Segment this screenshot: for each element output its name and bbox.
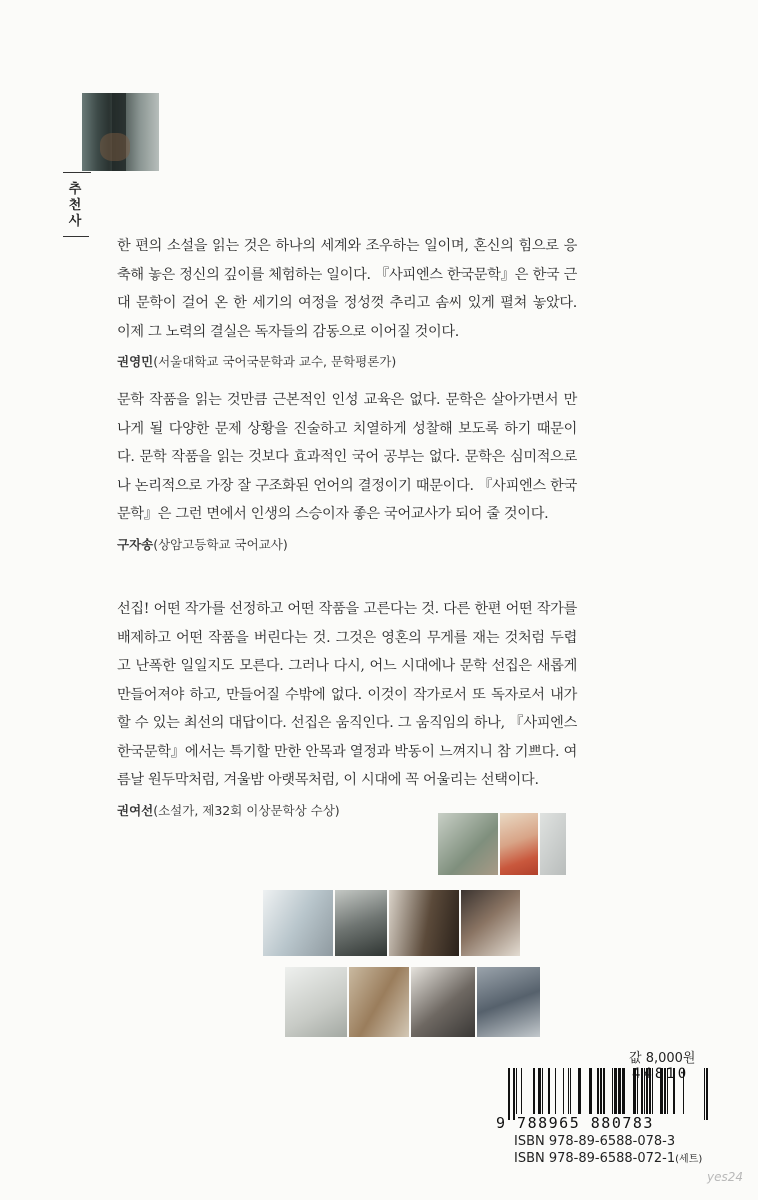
barcode-bar (513, 1068, 515, 1120)
barcode-bar (555, 1068, 556, 1114)
collage-image-row-1 (438, 813, 566, 875)
review-1 (117, 232, 577, 370)
barcode-bar (618, 1068, 621, 1114)
isbn-line-1 (514, 1134, 675, 1149)
collage-image-row-2 (263, 890, 520, 956)
barcode-bar (570, 1068, 571, 1114)
side-divider-top (63, 172, 91, 173)
side-divider-bottom (63, 236, 89, 237)
barcode-bar (516, 1068, 517, 1114)
reviewer-affiliation: (상암고등학교 국어교사) (153, 536, 288, 552)
review-attribution (117, 352, 577, 370)
barcode-bar (612, 1068, 613, 1114)
cover-thumbnail-image (82, 93, 159, 171)
reviewer-affiliation: (서울대학교 국어국문학과 교수, 문학평론가) (153, 354, 397, 369)
isbn-line-2 (514, 1150, 702, 1166)
addon-code: 44810 (632, 1066, 690, 1082)
barcode-bar (614, 1068, 617, 1114)
barcode-bar (578, 1068, 581, 1114)
barcode-bar (542, 1068, 543, 1114)
barcode-bar (589, 1068, 592, 1114)
reviewer-name: 권영민 (117, 354, 154, 369)
price-label: 값 8,000원 (629, 1051, 696, 1066)
isbn-text: ISBN 978-89-6588-072-1 (514, 1151, 676, 1166)
review-attribution (117, 535, 577, 553)
reviewer-name: 권여선 (117, 802, 154, 818)
isbn-note: (세트) (675, 1154, 703, 1165)
barcode-digits: 9 788965 880783 (496, 1114, 654, 1132)
barcode-bar (533, 1068, 535, 1114)
side-label-recommendation: 추천사 (68, 182, 82, 229)
reviewer-name: 구자송 (117, 536, 154, 552)
barcode-bar (622, 1068, 625, 1114)
review-text: 한 편의 소설을 읽는 것은 하나의 세계와 조우하는 일이며, 혼신의 힘으로 응축해 놓은 정신의 깊이를 체험하는 일이다. 『사피엔스 한국문학』은 한국 근대 문학이 걸어 온 한 세기의 여정을 정성껏 추리고 솜씨 있게 펼쳐 놓았다. 이제 그 노력의 결실은 독자들의 감동으로 이어질 것이다. (117, 238, 577, 340)
reviewer-affiliation: (소설가, 제32회 이상문학상 수상) (153, 802, 340, 818)
barcode-bar (508, 1068, 510, 1120)
barcode-bar (548, 1068, 550, 1114)
review-3 (117, 595, 577, 819)
barcode-bar (600, 1068, 602, 1114)
barcode-bar (521, 1068, 522, 1114)
isbn-text: ISBN 978-89-6588-078-3 (514, 1134, 676, 1149)
collage-image-row-3 (285, 967, 540, 1037)
barcode-bar (706, 1068, 708, 1120)
barcode-bar (568, 1068, 569, 1114)
watermark-logo: yes24 (707, 1170, 744, 1184)
barcode-bar (563, 1068, 564, 1114)
review-2 (117, 386, 577, 553)
review-text: 문학 작품을 읽는 것만큼 근본적인 인성 교육은 없다. 문학은 살아가면서 만나게 될 다양한 문제 상황을 진술하고 치열하게 성찰해 보도록 하기 때문이다. 문학 작품을 읽는 것보다 효과적인 국어 공부는 없다. 문학은 심미적으로나 논리적으로 가장 잘 구조화된 언어의 결정이기 때문이다. 『사피엔스 한국문학』은 그런 면에서 인생의 스승이자 좋은 국어교사가 되어 줄 것이다. (117, 392, 577, 522)
barcode-bar (597, 1068, 599, 1114)
barcode-bar (538, 1068, 541, 1114)
barcode-bar (603, 1068, 605, 1114)
review-text: 선집! 어떤 작가를 선정하고 어떤 작품을 고른다는 것. 다른 한편 어떤 작가를 배제하고 어떤 작품을 버린다는 것. 그것은 영혼의 무게를 재는 것처럼 두렵고 난폭한 일일지도 모른다. 그러나 다시, 어느 시대에나 문학 선집은 새롭게 만들어져야 하고, 만들어질 수밖에 없다. 이것이 작가로서 또 독자로서 내가 할 수 있는 최선의 대답이다. 선집은 움직인다. 그 움직임의 하나, 『사피엔스 한국문학』에서는 특기할 만한 안목과 열정과 박동이 느껴지니 참 기쁘다. 여름날 원두막처럼, 겨울밤 아랫목처럼, 이 시대에 꼭 어울리는 선택이다. (117, 601, 577, 788)
barcode-bar (704, 1068, 705, 1120)
